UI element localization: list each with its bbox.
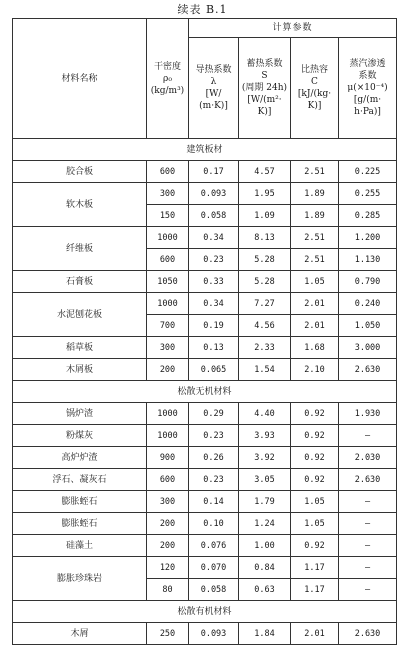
dry-density-cell: 200	[147, 359, 189, 381]
table-row	[13, 491, 397, 513]
heat-storage-cell: 0.84	[239, 557, 291, 579]
thermal-conductivity-cell: 0.070	[189, 557, 239, 579]
header-mu-l4: [g/(m·	[353, 95, 382, 105]
section-row	[13, 139, 397, 161]
vapor-permeability-cell: 0.225	[339, 161, 397, 183]
table-row	[13, 359, 397, 381]
heat-storage-cell: 7.27	[239, 293, 291, 315]
dry-density-cell: 900	[147, 447, 189, 469]
specific-heat-cell: 2.01	[291, 315, 339, 337]
thermal-conductivity-cell: 0.23	[189, 469, 239, 491]
table-row	[13, 447, 397, 469]
specific-heat-cell: 0.92	[291, 403, 339, 425]
dry-density-cell: 150	[147, 205, 189, 227]
specific-heat-cell: 1.68	[291, 337, 339, 359]
specific-heat-cell: 1.89	[291, 183, 339, 205]
vapor-permeability-cell: —	[339, 557, 397, 579]
vapor-permeability-cell: —	[339, 579, 397, 601]
specific-heat-cell: 0.92	[291, 469, 339, 491]
material-name: 膨胀蛭石	[13, 491, 147, 513]
dry-density-cell: 1000	[147, 403, 189, 425]
vapor-permeability-cell: 2.630	[339, 359, 397, 381]
dry-density-cell: 200	[147, 535, 189, 557]
specific-heat-cell: 0.92	[291, 447, 339, 469]
material-name: 膨胀珍珠岩	[13, 557, 147, 601]
dry-density-cell: 1000	[147, 425, 189, 447]
header-dry-density	[147, 19, 189, 139]
vapor-permeability-cell: 1.130	[339, 249, 397, 271]
header-thermal-conductivity	[189, 38, 239, 139]
thermal-conductivity-cell: 0.23	[189, 249, 239, 271]
table-row	[13, 425, 397, 447]
thermal-conductivity-cell: 0.058	[189, 205, 239, 227]
specific-heat-cell: 0.92	[291, 425, 339, 447]
material-name: 膨胀蛭石	[13, 513, 147, 535]
dry-density-cell: 1000	[147, 293, 189, 315]
dry-density-cell: 120	[147, 557, 189, 579]
material-name: 木屑	[13, 623, 147, 645]
material-name: 浮石、凝灰石	[13, 469, 147, 491]
material-name: 石膏板	[13, 271, 147, 293]
header-mu-l3: μ(×10⁻⁴)	[347, 83, 388, 93]
vapor-permeability-cell: —	[339, 491, 397, 513]
header-c-l1: 比热容	[300, 65, 328, 75]
specific-heat-cell: 1.89	[291, 205, 339, 227]
heat-storage-cell: 8.13	[239, 227, 291, 249]
material-name: 稻草板	[13, 337, 147, 359]
material-name: 锅炉渣	[13, 403, 147, 425]
heat-storage-cell: 3.05	[239, 469, 291, 491]
header-c-l3: [kJ/(kg·	[297, 89, 332, 99]
table-row	[13, 623, 397, 645]
header-lambda-l4: (m·K)]	[199, 101, 228, 111]
thermal-conductivity-cell: 0.058	[189, 579, 239, 601]
specific-heat-cell: 2.01	[291, 293, 339, 315]
table-row	[13, 403, 397, 425]
heat-storage-cell: 1.95	[239, 183, 291, 205]
specific-heat-cell: 2.01	[291, 623, 339, 645]
specific-heat-cell: 1.17	[291, 557, 339, 579]
specific-heat-cell: 1.05	[291, 491, 339, 513]
table-row	[13, 271, 397, 293]
header-mu-l2: 系数	[358, 71, 377, 81]
header-s-l2: S	[261, 71, 268, 81]
table-row	[13, 557, 397, 579]
heat-storage-cell: 1.24	[239, 513, 291, 535]
vapor-permeability-cell: 0.255	[339, 183, 397, 205]
material-name: 木屑板	[13, 359, 147, 381]
thermal-conductivity-cell: 0.34	[189, 227, 239, 249]
header-specific-heat	[291, 38, 339, 139]
heat-storage-cell: 5.28	[239, 271, 291, 293]
header-material-name: 材料名称	[13, 19, 147, 139]
header-lambda-l3: [W/	[205, 89, 222, 99]
thermal-conductivity-cell: 0.13	[189, 337, 239, 359]
vapor-permeability-cell: 2.030	[339, 447, 397, 469]
dry-density-cell: 300	[147, 491, 189, 513]
vapor-permeability-cell: —	[339, 425, 397, 447]
section-title: 建筑板材	[13, 139, 397, 161]
vapor-permeability-cell: 3.000	[339, 337, 397, 359]
dry-density-cell: 600	[147, 469, 189, 491]
dry-density-cell: 600	[147, 161, 189, 183]
heat-storage-cell: 4.57	[239, 161, 291, 183]
material-name: 纤维板	[13, 227, 147, 271]
thermal-conductivity-cell: 0.14	[189, 491, 239, 513]
header-lambda-l2: λ	[210, 77, 217, 87]
table-row	[13, 183, 397, 205]
table-body	[13, 139, 397, 645]
header-s-l4: [W/(m²·	[247, 95, 282, 105]
dry-density-cell: 250	[147, 623, 189, 645]
dry-density-cell: 700	[147, 315, 189, 337]
header-dry-density-unit: (kg/m³)	[150, 85, 185, 96]
table-row	[13, 337, 397, 359]
specific-heat-cell: 0.92	[291, 535, 339, 557]
specific-heat-cell: 1.05	[291, 271, 339, 293]
specific-heat-cell: 2.51	[291, 249, 339, 271]
thermal-conductivity-cell: 0.093	[189, 623, 239, 645]
thermal-conductivity-cell: 0.19	[189, 315, 239, 337]
vapor-permeability-cell: —	[339, 513, 397, 535]
table-row	[13, 161, 397, 183]
section-row	[13, 601, 397, 623]
heat-storage-cell: 0.63	[239, 579, 291, 601]
table-row	[13, 469, 397, 491]
thermal-conductivity-cell: 0.33	[189, 271, 239, 293]
header-dry-density-label: 干密度	[153, 61, 181, 72]
table-row	[13, 513, 397, 535]
header-heat-storage	[239, 38, 291, 139]
vapor-permeability-cell: 0.790	[339, 271, 397, 293]
heat-storage-cell: 2.33	[239, 337, 291, 359]
section-title: 松散无机材料	[13, 381, 397, 403]
dry-density-cell: 1000	[147, 227, 189, 249]
header-calc-params: 计算参数	[189, 19, 397, 38]
vapor-permeability-cell: 2.630	[339, 469, 397, 491]
dry-density-cell: 300	[147, 183, 189, 205]
specific-heat-cell: 1.17	[291, 579, 339, 601]
dry-density-cell: 300	[147, 337, 189, 359]
specific-heat-cell: 2.51	[291, 227, 339, 249]
header-s-l3: (周期 24h)	[241, 83, 288, 93]
thermal-conductivity-cell: 0.065	[189, 359, 239, 381]
dry-density-cell: 600	[147, 249, 189, 271]
heat-storage-cell: 3.93	[239, 425, 291, 447]
dry-density-cell: 200	[147, 513, 189, 535]
material-name: 粉煤灰	[13, 425, 147, 447]
header-mu-l5: h·Pa)]	[354, 107, 381, 117]
table-row	[13, 293, 397, 315]
header-vapor-permeability	[339, 38, 397, 139]
thermal-conductivity-cell: 0.10	[189, 513, 239, 535]
heat-storage-cell: 3.92	[239, 447, 291, 469]
vapor-permeability-cell: 2.630	[339, 623, 397, 645]
section-title: 松散有机材料	[13, 601, 397, 623]
material-name: 软木板	[13, 183, 147, 227]
heat-storage-cell: 1.00	[239, 535, 291, 557]
table-row	[13, 227, 397, 249]
material-name: 胶合板	[13, 161, 147, 183]
material-name: 水泥刨花板	[13, 293, 147, 337]
vapor-permeability-cell: 1.200	[339, 227, 397, 249]
heat-storage-cell: 1.54	[239, 359, 291, 381]
material-name: 高炉炉渣	[13, 447, 147, 469]
table-row	[13, 535, 397, 557]
thermal-conductivity-cell: 0.29	[189, 403, 239, 425]
thermal-properties-table	[12, 18, 397, 645]
header-c-l4: K)]	[307, 101, 322, 111]
thermal-conductivity-cell: 0.23	[189, 425, 239, 447]
heat-storage-cell: 4.56	[239, 315, 291, 337]
dry-density-cell: 80	[147, 579, 189, 601]
thermal-conductivity-cell: 0.26	[189, 447, 239, 469]
header-c-l2: C	[311, 77, 318, 87]
material-name: 硅藻土	[13, 535, 147, 557]
header-s-l5: K)]	[257, 107, 272, 117]
table-caption: 续表 B.1	[177, 3, 228, 16]
dry-density-cell: 1050	[147, 271, 189, 293]
heat-storage-cell: 4.40	[239, 403, 291, 425]
thermal-conductivity-cell: 0.093	[189, 183, 239, 205]
section-row	[13, 381, 397, 403]
vapor-permeability-cell: 0.285	[339, 205, 397, 227]
vapor-permeability-cell: 0.240	[339, 293, 397, 315]
header-s-l1: 蓄热系数	[246, 59, 283, 69]
specific-heat-cell: 2.10	[291, 359, 339, 381]
thermal-conductivity-cell: 0.17	[189, 161, 239, 183]
specific-heat-cell: 1.05	[291, 513, 339, 535]
header-lambda-l1: 导热系数	[195, 65, 232, 75]
vapor-permeability-cell: 1.050	[339, 315, 397, 337]
heat-storage-cell: 5.28	[239, 249, 291, 271]
thermal-conductivity-cell: 0.076	[189, 535, 239, 557]
header-dry-density-symbol: ρ₀	[163, 73, 172, 84]
vapor-permeability-cell: —	[339, 535, 397, 557]
heat-storage-cell: 1.84	[239, 623, 291, 645]
heat-storage-cell: 1.09	[239, 205, 291, 227]
heat-storage-cell: 1.79	[239, 491, 291, 513]
vapor-permeability-cell: 1.930	[339, 403, 397, 425]
thermal-conductivity-cell: 0.34	[189, 293, 239, 315]
header-mu-l1: 蒸汽渗透	[349, 59, 386, 69]
specific-heat-cell: 2.51	[291, 161, 339, 183]
